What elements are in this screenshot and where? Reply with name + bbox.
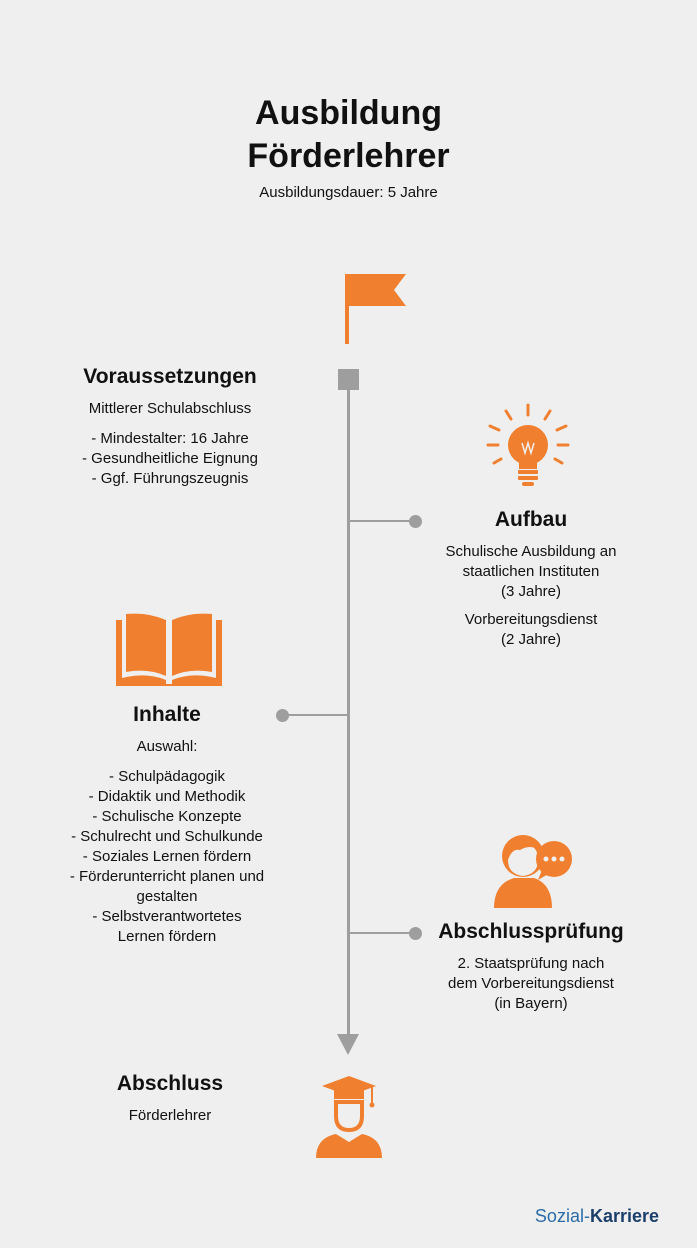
page-title <box>0 92 697 178</box>
voraussetzungen-line: - Ggf. Führungszeugnis <box>91 470 249 487</box>
inhalte-line: - Didaktik und Methodik <box>88 788 246 805</box>
timeline-start-square <box>338 369 359 390</box>
logo-part-2: Karriere <box>589 1206 659 1226</box>
voraussetzungen-line: - Gesundheitliche Eignung <box>82 450 258 467</box>
person-speech-icon <box>492 826 572 908</box>
section-aufbau <box>401 508 661 650</box>
inhalte-line: - Schulrecht und Schulkunde <box>71 828 263 845</box>
inhalte-line: Lernen fördern <box>117 928 217 945</box>
aufbau-line: (3 Jahre) <box>500 583 562 600</box>
abschluss-line: Förderlehrer <box>128 1107 212 1124</box>
aufbau-line: Vorbereitungsdienst <box>464 611 598 628</box>
title-line-1: Ausbildung <box>255 94 442 132</box>
abschlusspruefung-line: (in Bayern) <box>494 995 568 1012</box>
aufbau-line: Schulische Ausbildung an <box>445 543 617 560</box>
voraussetzungen-line: Mittlerer Schulabschluss <box>88 400 252 417</box>
inhalte-line: gestalten <box>136 888 198 905</box>
lightbulb-icon <box>486 403 570 487</box>
aufbau-line: staatlichen Instituten <box>462 563 600 580</box>
aufbau-line: (2 Jahre) <box>500 631 562 648</box>
section-inhalte <box>37 703 297 947</box>
page-subtitle: Ausbildungsdauer: 5 Jahre <box>259 184 438 201</box>
inhalte-line: - Schulische Konzepte <box>92 808 242 825</box>
aufbau-heading: Aufbau <box>494 508 568 531</box>
inhalte-line: - Schulpädagogik <box>109 768 225 785</box>
abschlusspruefung-heading: Abschlussprüfung <box>438 920 624 943</box>
inhalte-line: Auswahl: <box>136 738 198 755</box>
section-abschluss <box>40 1072 300 1126</box>
inhalte-line: - Soziales Lernen fördern <box>82 848 252 865</box>
section-abschlusspruefung <box>401 920 661 1014</box>
graduate-icon <box>314 1076 384 1158</box>
inhalte-line: - Förderunterricht planen und <box>69 868 265 885</box>
flag-icon <box>340 268 410 346</box>
title-line-2: Förderlehrer <box>247 137 450 175</box>
inhalte-line: - Selbstverantwortetes <box>92 908 242 925</box>
section-voraussetzungen <box>40 365 300 489</box>
abschlusspruefung-line: 2. Staatsprüfung nach <box>457 955 605 972</box>
logo-part-1: Sozial- <box>534 1206 590 1226</box>
brand-logo <box>535 1206 659 1227</box>
book-icon <box>116 612 222 686</box>
timeline-arrow-icon <box>336 1034 360 1056</box>
abschluss-heading: Abschluss <box>116 1072 224 1095</box>
voraussetzungen-heading: Voraussetzungen <box>83 365 257 388</box>
abschlusspruefung-line: dem Vorbereitungsdienst <box>448 975 614 992</box>
voraussetzungen-line: - Mindestalter: 16 Jahre <box>91 430 249 447</box>
inhalte-heading: Inhalte <box>133 703 201 726</box>
